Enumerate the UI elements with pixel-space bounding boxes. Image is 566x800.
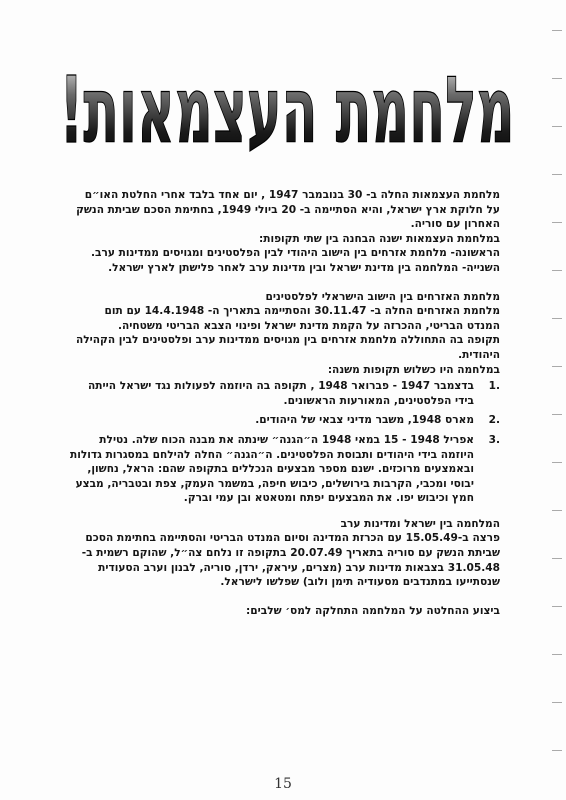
list-item-text: מארס 1948, משבר מדיני צבאי של היהודים. [255, 414, 474, 427]
list-number: 2. [488, 414, 500, 427]
list-item [68, 433, 500, 506]
list-item [68, 413, 500, 428]
closing-line: ביצוע ההחלטה על המלחמה התחלקה למס׳ שלבים: [246, 604, 500, 617]
list-item-text: אפריל 1948 - 15 במאי 1948 ה״הגנה״ שינתה את מבנה הכוח שלה. נטילת היוזמה בידי היהודים ותבוסת הפלסטינים. ה״הגנה״ החלה להילחם במסגרות גדולות ובאמצעים מרוכזים. ישנם מספר מבצעים הנכללים בתקופה שהם: הראל, נחשון, יבוסי ומכבי, הקרבות בירושלים, כיבוש חיפה, במשמר העמק, צפת ובטבריה, מבצע חמץ וכיבוש יפו. את המבצעים יפתח ומטאטא ובן עמי וברק. [70, 433, 474, 505]
intro-paragraph: מלחמת העצמאות החלה ב- 30 בנובמבר 1947 , יום אחד בלבד אחרי החלטת האו״ם על חלוקת ארץ ישראל, והיא הסתיימה ב- 20 ביולי 1949, בחתימת הסכם שביתת הנשק האחרון עם סוריה. [76, 189, 500, 231]
list-item-text: בדצמבר 1947 - פברואר 1948 , תקופה בה היוזמה לפעולות נגד ישראל הייתה בידי הפלסטינים, המאורעות הראשונים. [87, 380, 474, 407]
title-graphic [52, 34, 522, 164]
list-number: 1. [488, 380, 500, 393]
section-paragraph: מלחמת האזרחים החלה ב- 30.11.47 והסתיימה בתאריך ה- 14.4.1948 עם תום המנדט הבריטי, ההכרזה על הקמת מדינת ישראל ופינוי הצבא הבריטי משטחיה. [104, 305, 500, 332]
intro-line: הראשונה- מלחמת אזרחים בין הישוב היהודי לבין הפלסטינים ומגויסים ממדינות ערב. [90, 247, 500, 260]
page-number: 15 [274, 776, 292, 792]
margin-ruler [548, 0, 562, 800]
body-text [68, 188, 500, 618]
intro-line: השנייה- המלחמה בין מדינת ישראל ובין מדינות ערב לאחר פלישתן לארץ ישראל. [108, 261, 500, 274]
title-text: מלחמת העצמאות! [59, 57, 515, 164]
section-paragraph: במלחמה היו כשלוש תקופות משנה: [327, 363, 500, 376]
section-heading: המלחמה בין ישראל ומדינות ערב [340, 517, 500, 530]
list-number: 3. [488, 433, 500, 446]
section-paragraph: תקופה בה התחוללה מלחמת אזרחים בין מגויסים ממדינות ערב ופלסטינים לבין הקהילה היהודית. [75, 334, 500, 361]
periods-list [68, 379, 500, 506]
section-heading: מלחמת האזרחים בין הישוב הישראלי לפלסטינים [265, 290, 500, 303]
section-paragraph: פרצה ב-15.05.49 עם הכרזת המדינה וסיום המנדט הבריטי והסתיימה בחתימת הסכם שביתת הנשק עם סוריה בתאריך 20.07.49 בתקופה זו נלחם צה״ל, שהוקם רשמית ב- 31.05.48 בצבאות מדינות ערב (מצרים, עיראק, ירדן, סוריה, לבנון וערב הסעודית שנסתייעו במתנדבים מסעודיה תימן ולוב) שפלשו לישראל. [81, 532, 500, 589]
list-item [68, 379, 500, 408]
decorative-title [52, 34, 522, 164]
intro-line: במלחמת העצמאות ישנה הבחנה בין שתי תקופות: [258, 232, 500, 245]
